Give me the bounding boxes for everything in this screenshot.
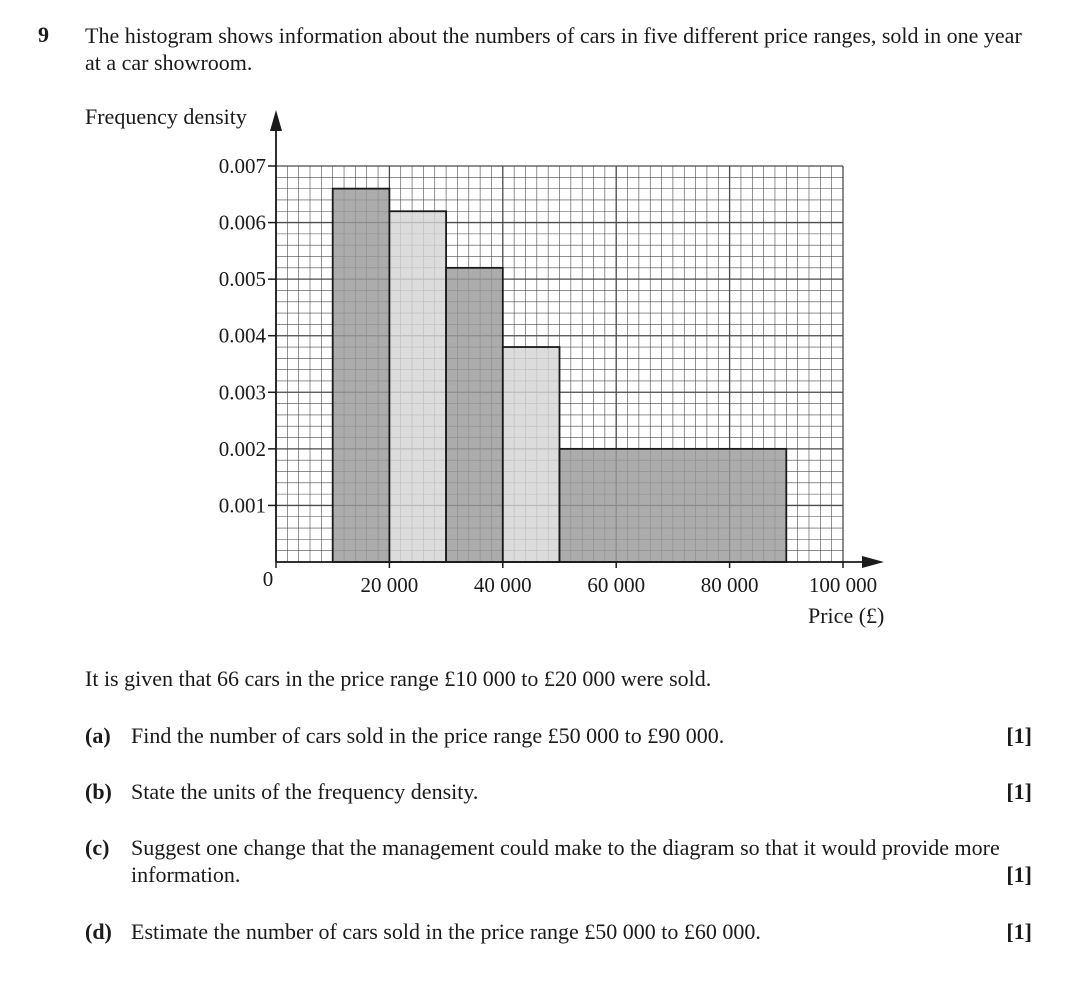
y-tick-label: 0.007 (218, 154, 266, 178)
x-tick-label: 60 000 (587, 573, 646, 597)
part-b-marks: [1] (1006, 779, 1032, 804)
x-tick-label: 80 000 (700, 573, 759, 597)
histogram-bar-5 (560, 449, 787, 562)
y-tick-label: 0.002 (218, 436, 266, 461)
x-tick-label: 0 (262, 567, 274, 591)
part-a-marks: [1] (1006, 723, 1032, 748)
histogram-bar-3 (446, 268, 503, 562)
x-tick-label: 100 000 (808, 573, 878, 597)
histogram-bar-4 (503, 347, 560, 562)
y-tick-label: 0.001 (218, 493, 266, 518)
histogram-bar-2 (389, 211, 446, 562)
part-a-label: (a) (85, 723, 111, 748)
part-b-label: (b) (85, 779, 112, 804)
question-intro: The histogram shows information about the numbers of cars in five different price ranges, sold in one year at a car showroom. (85, 23, 1022, 75)
y-tick-label: 0.004 (218, 323, 266, 348)
question-number: 9 (38, 22, 49, 47)
x-axis-label: Price (£) (808, 603, 885, 628)
part-d-text: Estimate the number of cars sold in the price range £50 000 to £60 000. (131, 919, 761, 944)
y-tick-label: 0.003 (218, 380, 266, 405)
given-statement: It is given that 66 cars in the price range £10 000 to £20 000 were sold. (85, 666, 712, 691)
part-c-label: (c) (85, 835, 110, 860)
part-c-marks: [1] (1006, 862, 1032, 887)
y-axis-label: Frequency density (85, 104, 247, 129)
part-d-label: (d) (85, 919, 112, 944)
y-tick-label: 0.006 (218, 210, 266, 235)
x-axis-arrowhead (862, 556, 884, 568)
histogram-bar-1 (333, 189, 390, 562)
part-b-text: State the units of the frequency density. (131, 779, 479, 804)
x-tick-label: 20 000 (360, 573, 419, 597)
y-tick-label: 0.005 (218, 267, 266, 292)
part-c-text: Suggest one change that the management could make to the diagram so that it would provide more information. (131, 835, 1000, 887)
part-a-text: Find the number of cars sold in the price range £50 000 to £90 000. (131, 723, 725, 748)
y-axis-arrowhead (270, 110, 282, 131)
part-d-marks: [1] (1006, 919, 1032, 944)
x-tick-label: 40 000 (473, 573, 532, 597)
